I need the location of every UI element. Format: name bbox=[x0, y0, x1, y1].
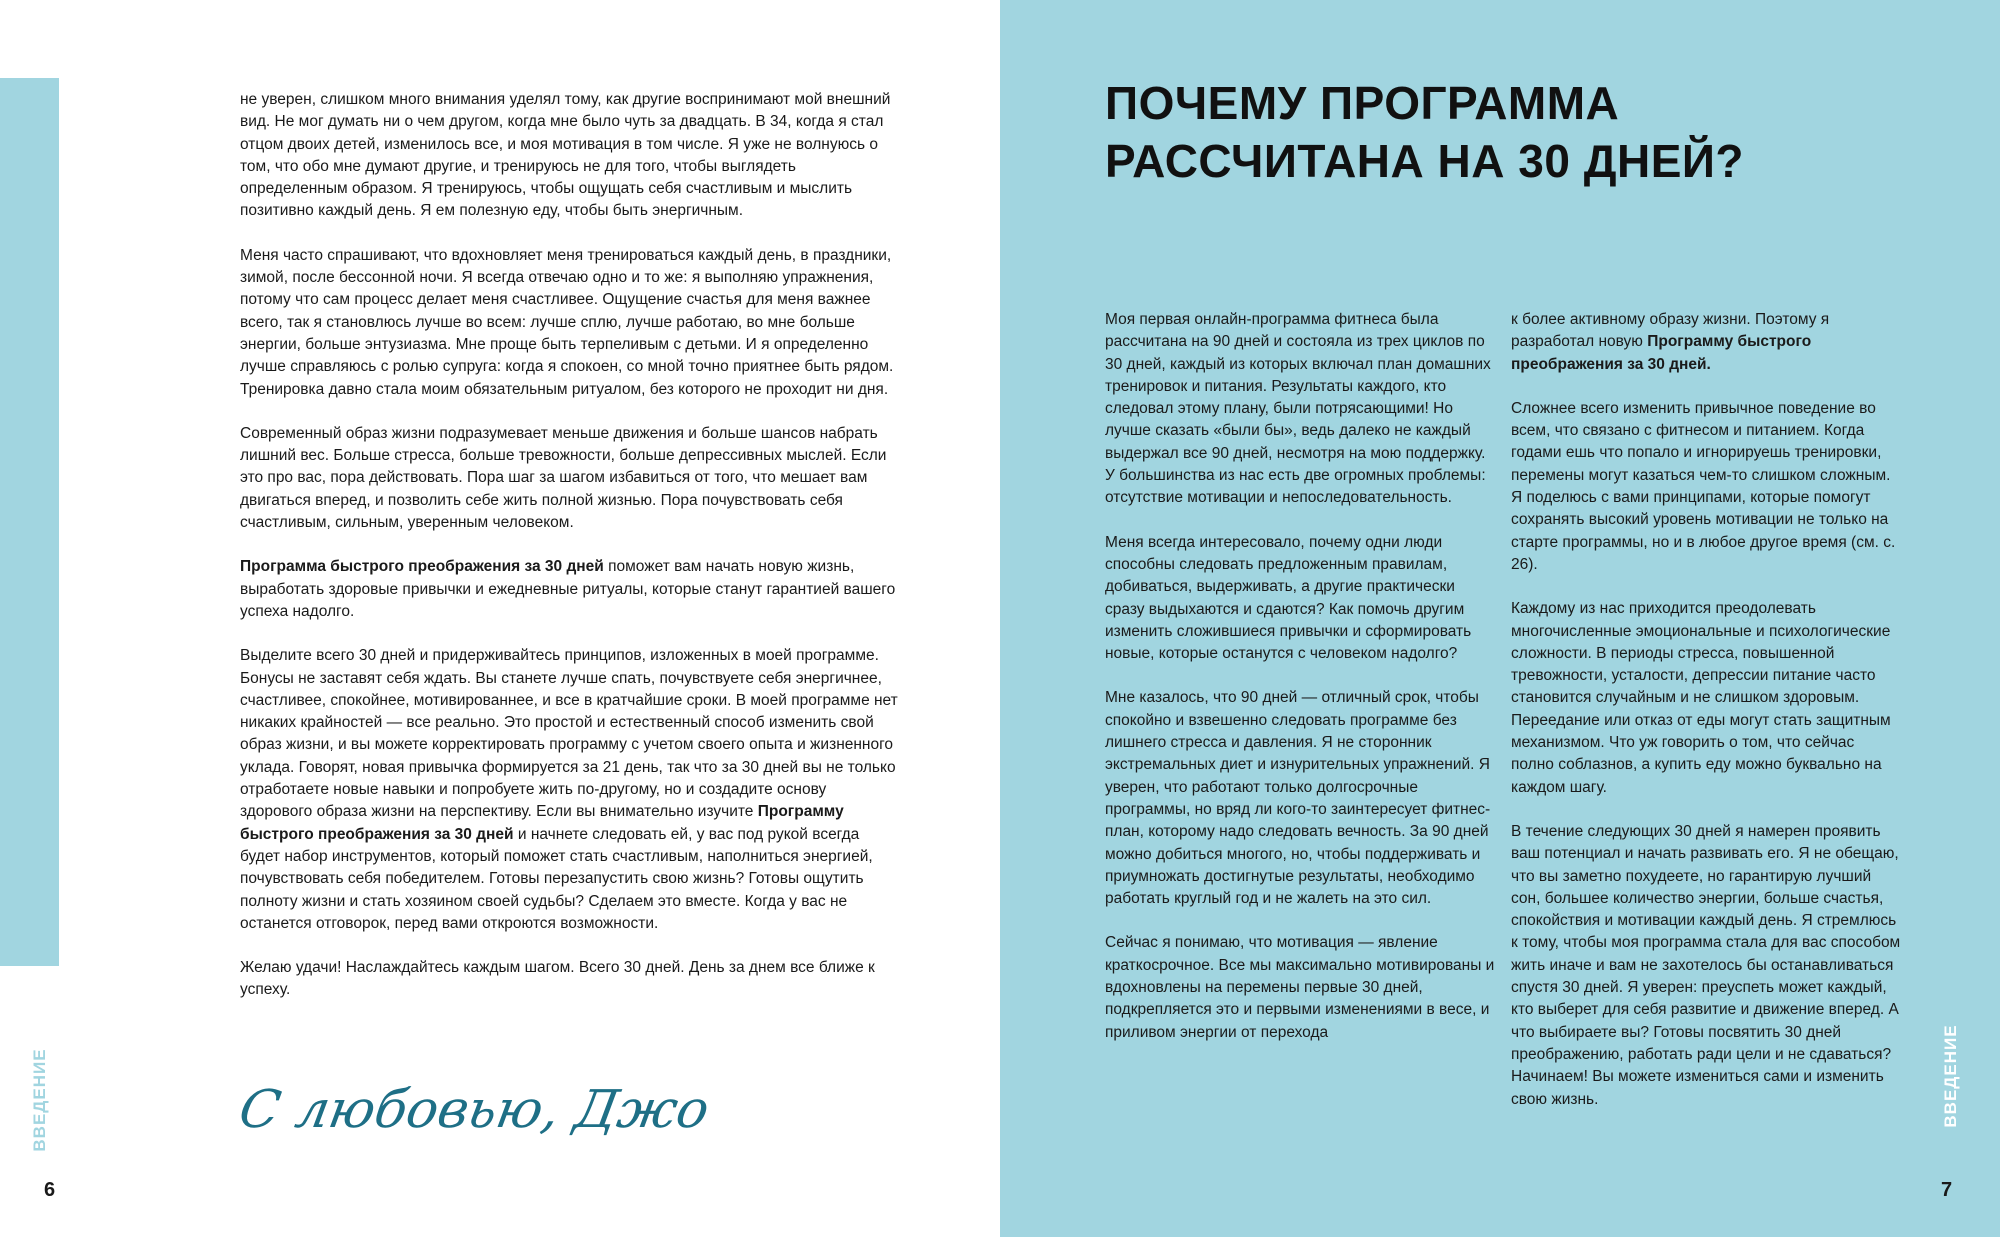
paragraph: Программа быстрого преображения за 30 дней поможет вам начать новую жизнь, выработать здоровые привычки и ежедневные ритуалы, которые станут гарантией вашего успеха надолго. bbox=[240, 558, 896, 620]
program-name-bold: Программа быстрого преображения за 30 дней bbox=[240, 558, 604, 576]
paragraph: Каждому из нас приходится преодолевать многочисленные эмоциональные и психологические сложности. В периоды стресса, повышенной тревожности, усталости, депрессии питание часто становится случайным и не слишком здоровым. Переедание или отказ от еды могут стать защитным механизмом. Что уж говорить о том, что сейчас полно соблазнов, а купить еду можно буквально на каждом шагу. bbox=[1511, 600, 1891, 796]
paragraph: Выделите всего 30 дней и придерживайтесь принципов, изложенных в моей программе. Бонусы не заставят себя ждать. Вы станете лучше спать, почувствуете себя энергичнее, счастливее, спокойнее, мотивированнее, и все в кратчайшие сроки. В моей программе нет никаких крайностей — все реально. Это простой и естественный способ изменить свой образ жизни, и вы можете корректировать программу с учетом своего опыта и жизненного уклада. Говорят, новая привычка формируется за 21 день, так что за 30 дней вы не только отработаете новые навыки и попробуете жить по-другому, но и создадите основу здорового образа жизни на перспективу. Если вы внимательно изучите Программу быстрого преображения за 30 дней и начнете следовать ей, у вас под рукой всегда будет набор инструментов, который поможет стать счастливым, наполниться энергией, почувствовать себя победителем. Готовы перезапустить свою жизнь? Готовы ощутить полноту жизни и стать хозяином своей судьбы? Сделаем это вместе. Когда у вас не останется отговорок, перед вами откроются возможности. bbox=[240, 647, 898, 932]
left-body-text bbox=[240, 89, 900, 1024]
right-column-1 bbox=[1105, 309, 1495, 1066]
paragraph: В течение следующих 30 дней я намерен проявить ваш потенциал и начать развивать его. Я не обещаю, что вы заметно похудеете, но гарантирую лучший сон, большее количество энергии, больше счастья, спокойствия и мотивации каждый день. Я стремлюсь к тому, чтобы моя программа стала для вас способом жить иначе и вам не захотелось бы останавливаться спустя 30 дней. Я уверен: преуспеть может каждый, кто выберет для себя развитие и движение вперед. А что выбираете вы? Готовы посвятить 30 дней преображению, работать ради цели и не сдаваться? Начинаем! Вы можете измениться сами и изменить свою жизнь. bbox=[1511, 822, 1901, 1108]
paragraph: не уверен, слишком много внимания уделял тому, как другие воспринимают мой внешний вид. Не мог думать ни о чем другом, когда мне было чуть за двадцать. В 34, когда я стал отцом двоих детей, изменилось все, и моя мотивация в том числе. Я уже не волнуюсь о том, что обо мне думают другие, и тренируюсь не для того, чтобы выглядеть определенным образом. Я тренируюсь, чтобы ощущать себя счастливым и мыслить позитивно каждый день. Я ем полезную еду, чтобы быть энергичным. bbox=[240, 91, 891, 220]
paragraph: Мне казалось, что 90 дней — отличный срок, чтобы спокойно и взвешенно следовать программе без лишнего стресса и давления. Я не сторонник экстремальных диет и изнурительных упражнений. Я уверен, что работают только долгосрочные программы, но вряд ли кого-то заинтересует фитнес-план, которому надо следовать вечность. За 90 дней можно добиться многого, но, чтобы поддерживать и приумножать достигнутые результаты, необходимо работать круглый год и не жалеть на это сил. bbox=[1105, 689, 1491, 908]
paragraph: Современный образ жизни подразумевает меньше движения и больше шансов набрать лишний вес. Больше стресса, больше тревожности, больше депрессивных мыслей. Если это про вас, пора действовать. Пора шаг за шагом избавиться от того, что мешает вам двигаться вперед, и позволить себе жить полной жизнью. Пора почувствовать себя счастливым, сильным, уверенным человеком. bbox=[240, 424, 887, 532]
program-name-bold: Программу быстрого преображения за 30 дней. bbox=[1511, 333, 1812, 373]
paragraph: Моя первая онлайн-программа фитнеса была рассчитана на 90 дней и состояла из трех циклов по 30 дней, каждый из которых включал план домашних тренировок и питания. Результаты каждого, кто следовал этому плану, были потрясающими! Но лучше сказать «были бы», ведь далеко не каждый выдержал все 90 дней, несмотря на мою поддержку. У большинства из нас есть две огромных проблемы: отсутствие мотивации и непоследовательность. bbox=[1105, 311, 1491, 507]
paragraph: Желаю удачи! Наслаждайтесь каждым шагом. Всего 30 дней. День за днем все ближе к успеху. bbox=[240, 959, 875, 999]
paragraph: Меня часто спрашивают, что вдохновляет меня тренироваться каждый день, в праздники, зимой, после бессонной ночи. Я всегда отвечаю одно и то же: я выполняю упражнения, потому что сам процесс делает меня счастливее. Ощущение счастья для меня важнее всего, так я становлюсь лучше во всем: лучше сплю, лучше работаю, во мне больше энергии, больше энтузиазма. Мне проще быть терпеливым с детьми. И я определенно лучше справляюсь с ролью супруга: когда я спокоен, со мной точно приятнее быть рядом. Тренировка давно стала моим обязательным ритуалом, без которого не проходит ни дня. bbox=[240, 246, 894, 398]
program-name-bold: Программу быстрого преображения за 30 дней bbox=[240, 803, 844, 843]
accent-side-bar bbox=[0, 78, 59, 966]
section-label-left: ВВЕДЕНИЕ bbox=[30, 1048, 49, 1152]
heading-line-2: РАССЧИТАНА НА 30 ДНЕЙ? bbox=[1105, 135, 1745, 187]
page-number-left: 6 bbox=[44, 1179, 56, 1201]
paragraph: к более активному образу жизни. Поэтому я разработал новую Программу быстрого преображения за 30 дней. bbox=[1511, 311, 1830, 373]
page-heading bbox=[1105, 74, 1825, 190]
right-column-2 bbox=[1511, 309, 1901, 1133]
paragraph: Сложнее всего изменить привычное поведение во всем, что связано с фитнесом и питанием. Когда годами ешь что попало и игнорируешь тренировки, перемены могут казаться чем-то слишком сложным. Я поделюсь с вами принципами, которые помогут сохранять высокий уровень мотивации не только на старте программы, но и в любое другое время (см. с. 26). bbox=[1511, 399, 1896, 573]
paragraph: Меня всегда интересовало, почему одни люди способны следовать предложенным правилам, добиваться, выдерживать, а другие практически сразу выдыхаются и сдаются? Как помочь другим изменить сложившиеся привычки и сформировать новые, которые останутся с человеком надолго? bbox=[1105, 533, 1472, 663]
page-number-right: 7 bbox=[1941, 1179, 1953, 1201]
heading-line-1: ПОЧЕМУ ПРОГРАММА bbox=[1105, 77, 1620, 129]
signature: С любовью, Джо bbox=[234, 1080, 714, 1140]
paragraph: Сейчас я понимаю, что мотивация — явление краткосрочное. Все мы максимально мотивированы и вдохновлены на перемены первые 30 дней, подкрепляется это и первыми изменениями в весе, и приливом энергии от перехода bbox=[1105, 934, 1495, 1041]
section-label-right: ВВЕДЕНИЕ bbox=[1941, 1024, 1960, 1128]
